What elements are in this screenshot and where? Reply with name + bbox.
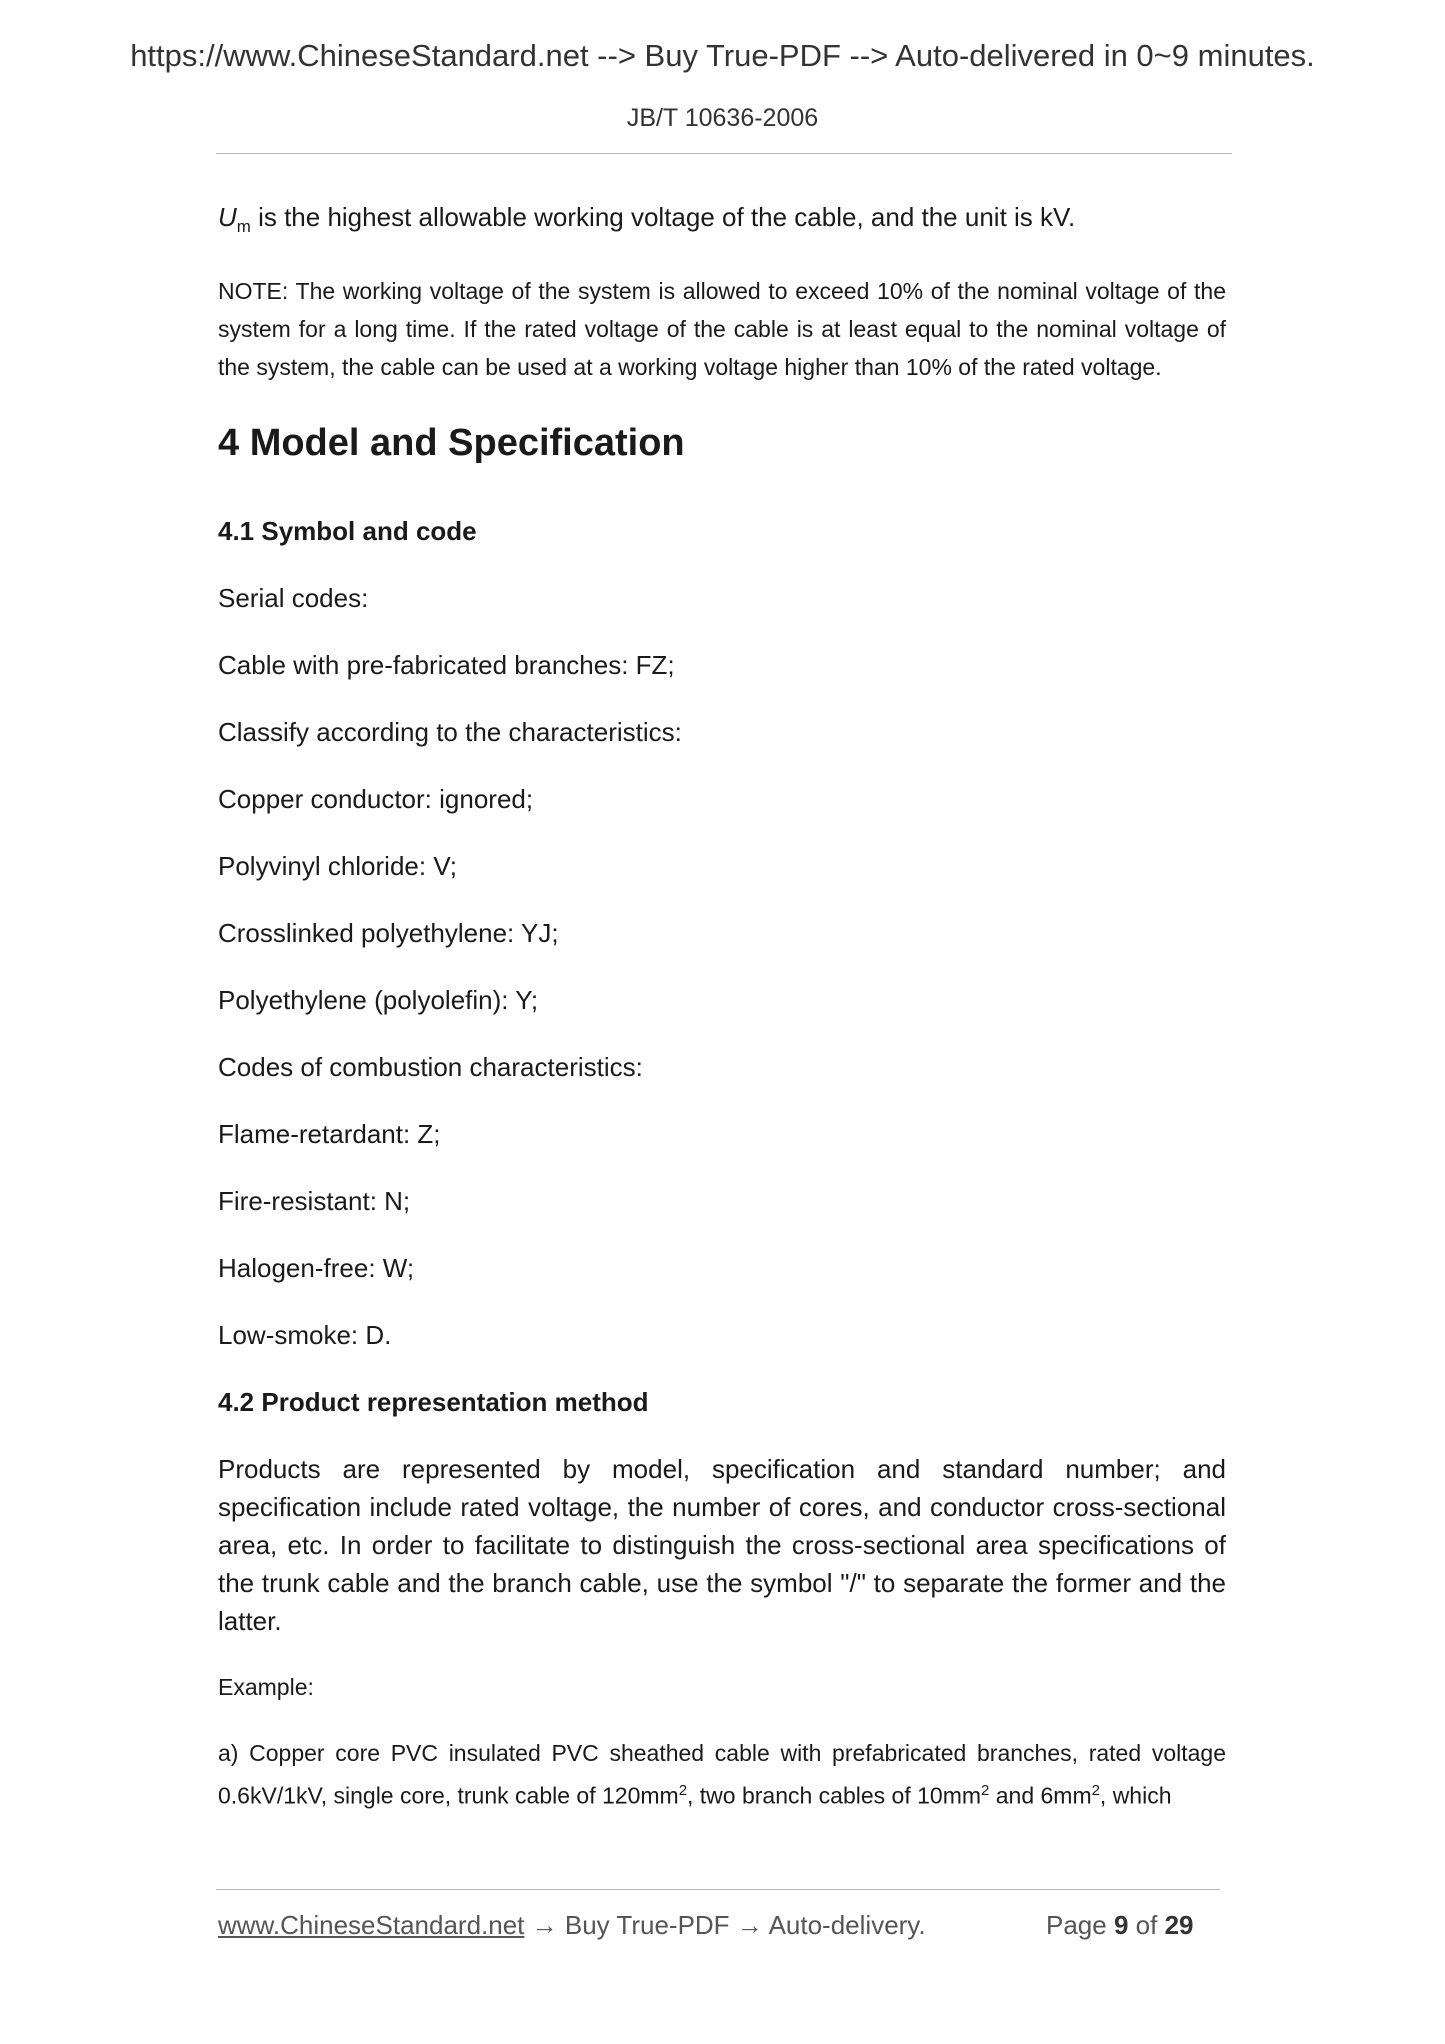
um-definition: [218, 198, 1226, 246]
page-body: [218, 198, 1226, 1815]
example-a-text-1: a) Copper core PVC insulated PVC sheathed cable with prefabricated branches, rated voltage 0.6kV/1kV, single core, trunk cable of 120mm: [218, 1740, 1226, 1809]
page-word: Page: [1046, 1910, 1107, 1940]
header-divider: [216, 153, 1232, 154]
code-item: Halogen-free: W;: [218, 1253, 415, 1284]
code-item: Codes of combustion characteristics:: [218, 1052, 643, 1083]
footer-site-link[interactable]: www.ChineseStandard.net: [218, 1910, 525, 1940]
superscript-2: 2: [981, 1782, 990, 1800]
um-symbol: U: [218, 202, 237, 232]
example-a: [218, 1734, 1226, 1815]
top-banner: https://www.ChineseStandard.net --> Buy True-PDF --> Auto-delivered in 0~9 minutes.: [130, 38, 1315, 73]
voltage-note: NOTE: The working voltage of the system is allowed to exceed 10% of the nominal voltage of the system for a long time. If the rated voltage of the cable is at least equal to the nominal voltage of the system, the cable can be used at a working voltage higher than 10% of the rated voltage.: [218, 278, 1226, 381]
of-word: of: [1135, 1910, 1158, 1940]
section-4-heading: 4 Model and Specification: [218, 422, 685, 465]
code-item: Classify according to the characteristics:: [218, 717, 682, 748]
representation-paragraph: Products are represented by model, specification and standard number; and specification include rated voltage, the number of cores, and conductor cross-sectional area, etc. In order to facilitate to distinguish the cross-sectional area specifications of the trunk cable and the branch cable, use the symbol "/" to separate the former and the latter.: [218, 1454, 1226, 1637]
code-item: Polyvinyl chloride: V;: [218, 851, 457, 882]
code-item: Flame-retardant: Z;: [218, 1119, 441, 1150]
code-item: Low-smoke: D.: [218, 1320, 392, 1351]
code-item: Copper conductor: ignored;: [218, 784, 534, 815]
code-item: Cable with pre-fabricated branches: FZ;: [218, 650, 675, 681]
footer-divider: [216, 1889, 1220, 1890]
superscript-2: 2: [678, 1782, 687, 1800]
page-number: 9: [1113, 1910, 1129, 1940]
code-item: Serial codes:: [218, 583, 369, 614]
example-a-text-4: , which: [1099, 1782, 1172, 1809]
code-item: Fire-resistant: N;: [218, 1186, 411, 1217]
section-4-1-heading: 4.1 Symbol and code: [218, 516, 477, 547]
standard-code: JB/T 10636-2006: [626, 104, 819, 132]
example-a-text-2: , two branch cables of 10mm: [687, 1782, 982, 1809]
page-counter: [1046, 1910, 1194, 1941]
section-4-2-heading: 4.2 Product representation method: [218, 1387, 649, 1418]
um-text: is the highest allowable working voltage of the cable, and the unit is kV.: [250, 202, 1076, 232]
example-label: Example:: [218, 1674, 314, 1701]
footer-promo: [218, 1910, 926, 1941]
example-a-text-3: and 6mm: [989, 1782, 1092, 1809]
um-subscript: m: [236, 217, 251, 237]
superscript-2: 2: [1091, 1782, 1100, 1800]
footer-promo-text: → Buy True-PDF → Auto-delivery.: [524, 1910, 926, 1940]
total-pages: 29: [1164, 1910, 1194, 1940]
code-item: Polyethylene (polyolefin): Y;: [218, 985, 539, 1016]
code-item: Crosslinked polyethylene: YJ;: [218, 918, 559, 949]
